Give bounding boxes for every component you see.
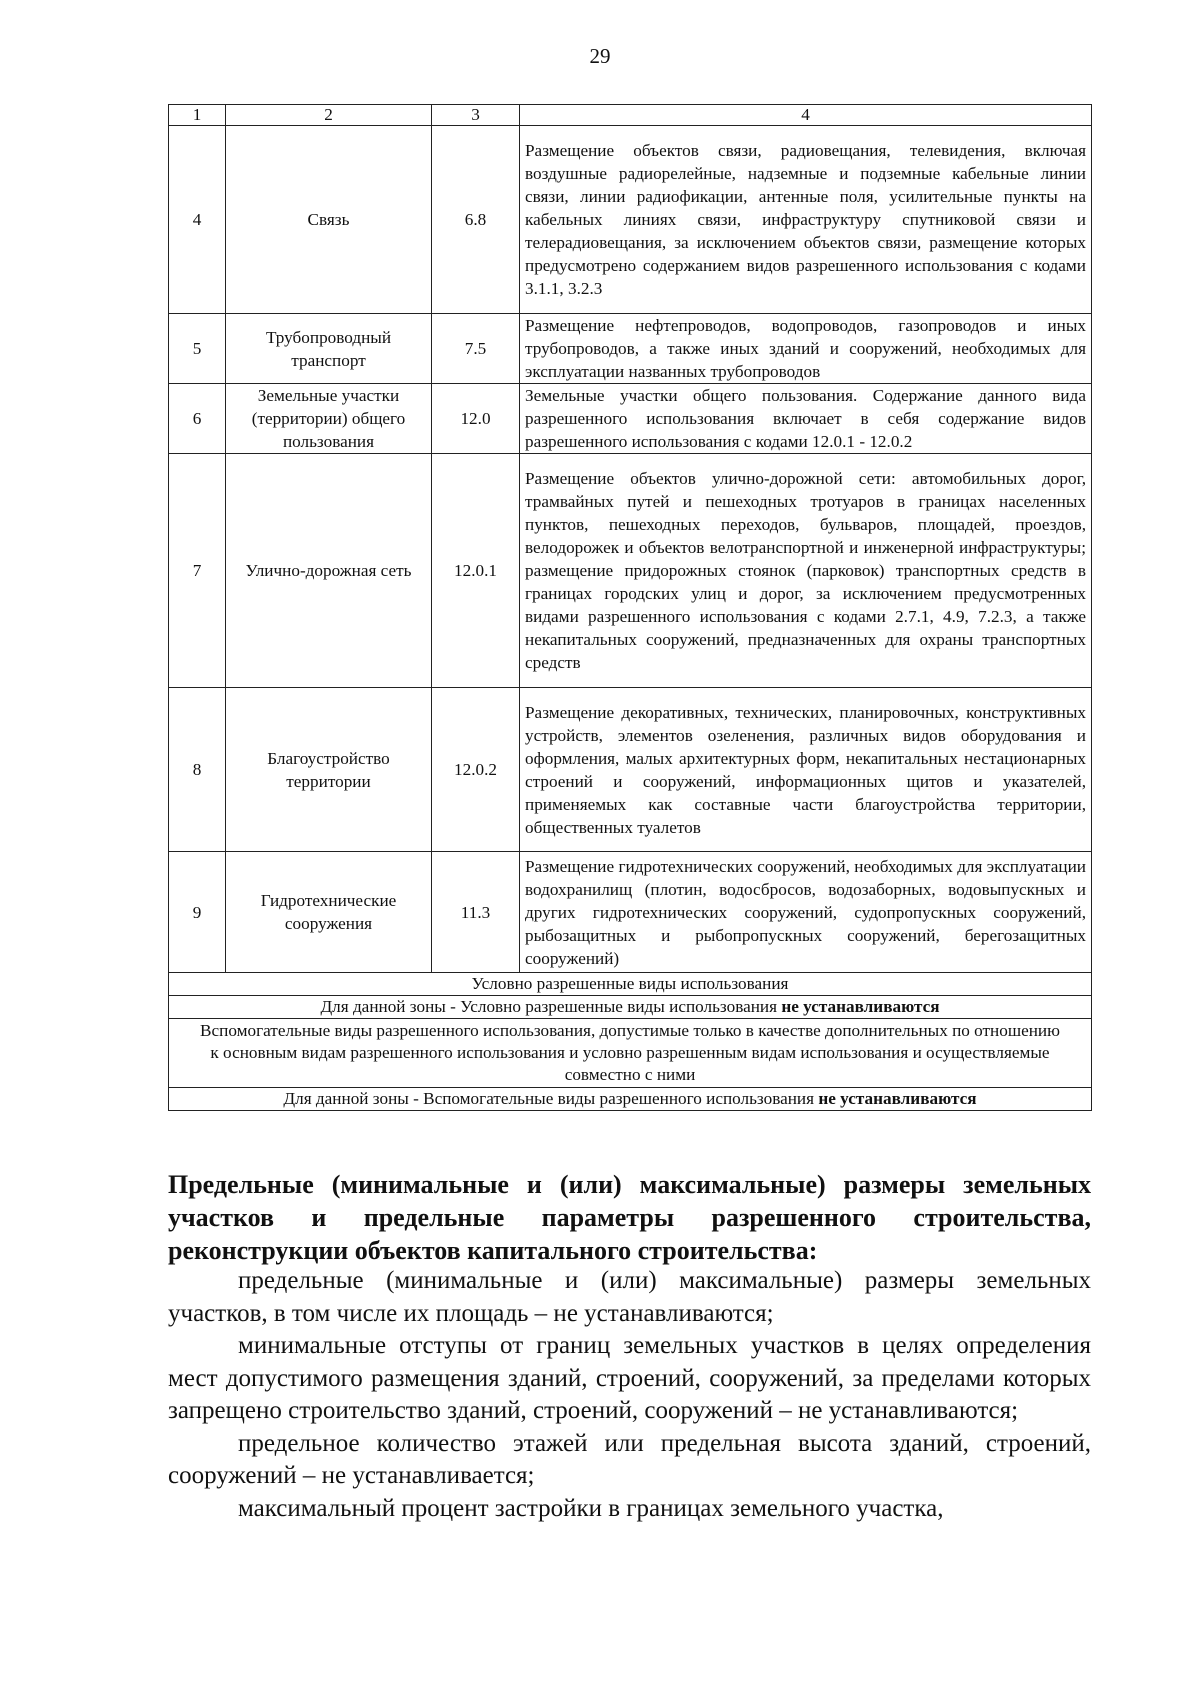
use-type-code: 7.5: [432, 314, 520, 384]
use-type-code: 12.0.1: [432, 454, 520, 688]
use-type-code: 12.0.2: [432, 688, 520, 852]
header-col-3: 3: [432, 105, 520, 126]
row-number: 8: [169, 688, 226, 852]
auxiliary-uses-note-text: Для данной зоны - Вспомогательные виды разрешенного использования: [283, 1089, 819, 1108]
use-type-name: Улично-дорожная сеть: [226, 454, 432, 688]
table-row: [169, 688, 1092, 852]
row-number: 9: [169, 852, 226, 973]
row-number: 7: [169, 454, 226, 688]
use-type-description: Размещение объектов улично-дорожной сети: автомобильных дорог, трамвайных путей и пешеходных тротуаров в границах населенных пунктов, пешеходных переходов, бульваров, площадей, проездов, велодорожек и объектов велотранспортной и инженерной инфраструктуры; размещение придорожных стоянок (парковок) транспортных средств в границах городских улиц и дорог, за исключением предусмотренных видами разрешенного использования с кодами 2.7.1, 4.9, 7.2.3, а также некапитальных сооружений, предназначенных для охраны транспортных средств: [520, 454, 1092, 688]
row-number: 6: [169, 384, 226, 454]
conditional-uses-title-row: [169, 973, 1092, 996]
table-row: [169, 314, 1092, 384]
paragraph: предельные (минимальные и (или) максимальные) размеры земельных участков, в том числе их площадь – не устанавливаются;: [168, 1267, 1091, 1327]
row-number: 5: [169, 314, 226, 384]
table-row: [169, 852, 1092, 973]
table-row: [169, 454, 1092, 688]
use-type-code: 6.8: [432, 126, 520, 314]
page-number: 29: [589, 44, 611, 68]
use-type-name: Трубопроводный транспорт: [226, 314, 432, 384]
header-col-2: 2: [226, 105, 432, 126]
section-heading: Предельные (минимальные и (или) максимальные) размеры земельных участков и предельные параметры разрешенного строительства, реконструкции объектов капитального строительства:: [168, 1170, 1091, 1265]
auxiliary-uses-title: Вспомогательные виды разрешенного использования, допустимые только в качестве дополнительных по отношению к основным видам разрешенного использования и условно разрешенным видам использования и осуществляемые совместно с ними: [169, 1019, 1092, 1088]
auxiliary-uses-title-row: [169, 1019, 1092, 1088]
use-type-name: Связь: [226, 126, 432, 314]
land-use-table: [168, 104, 1092, 1111]
use-type-description: Земельные участки общего пользования. Содержание данного вида разрешенного использования включает в себя содержание видов разрешенного использования с кодами 12.0.1 - 12.0.2: [520, 384, 1092, 454]
use-type-name: Гидротехнические сооружения: [226, 852, 432, 973]
body-text: [168, 1265, 1091, 1525]
use-type-code: 11.3: [432, 852, 520, 973]
table-header-row: [169, 105, 1092, 126]
paragraph: максимальный процент застройки в границах земельного участка,: [238, 1494, 944, 1522]
conditional-uses-note-status: не устанавливаются: [781, 997, 940, 1016]
auxiliary-uses-note: [169, 1088, 1092, 1111]
auxiliary-uses-note-row: [169, 1088, 1092, 1111]
use-type-name: Земельные участки (территории) общего пользования: [226, 384, 432, 454]
use-type-name: Благоустройство территории: [226, 688, 432, 852]
use-type-description: Размещение декоративных, технических, планировочных, конструктивных устройств, элементов озеленения, различных видов оборудования и оформления, малых архитектурных форм, некапитальных нестационарных строений и сооружений, информационных щитов и указателей, применяемых как составные части благоустройства территории, общественных туалетов: [520, 688, 1092, 852]
use-type-description: Размещение нефтепроводов, водопроводов, газопроводов и иных трубопроводов, а также иных зданий и сооружений, необходимых для эксплуатации названных трубопроводов: [520, 314, 1092, 384]
conditional-uses-note-row: [169, 996, 1092, 1019]
use-type-description: Размещение гидротехнических сооружений, необходимых для эксплуатации водохранилищ (плотин, водосбросов, водозаборных, водовыпускных и других гидротехнических сооружений, судопропускных сооружений, рыбозащитных и рыбопропускных сооружений, берегозащитных сооружений): [520, 852, 1092, 973]
header-col-4: 4: [520, 105, 1092, 126]
table-row: [169, 126, 1092, 314]
conditional-uses-note-text: Для данной зоны - Условно разрешенные виды использования: [320, 997, 782, 1016]
conditional-uses-note: [169, 996, 1092, 1019]
conditional-uses-title: Условно разрешенные виды использования: [169, 973, 1092, 996]
use-type-description: Размещение объектов связи, радиовещания, телевидения, включая воздушные радиорелейные, надземные и подземные кабельные линии связи, линии радиофикации, антенные поля, усилительные пункты на кабельных линиях связи, инфраструктуру спутниковой связи и телерадиовещания, за исключением объектов связи, размещение которых предусмотрено содержанием видов разрешенного использования с кодами 3.1.1, 3.2.3: [520, 126, 1092, 314]
use-type-code: 12.0: [432, 384, 520, 454]
table-row: [169, 384, 1092, 454]
row-number: 4: [169, 126, 226, 314]
paragraph: минимальные отступы от границ земельных участков в целях определения мест допустимого размещения зданий, строений, сооружений, за пределами которых запрещено строительство зданий, строений, сооружений – не устанавливаются;: [168, 1332, 1091, 1424]
paragraph: предельное количество этажей или предельная высота зданий, строений, сооружений – не устанавливается;: [168, 1429, 1091, 1489]
header-col-1: 1: [169, 105, 226, 126]
auxiliary-uses-note-status: не устанавливаются: [818, 1089, 977, 1108]
